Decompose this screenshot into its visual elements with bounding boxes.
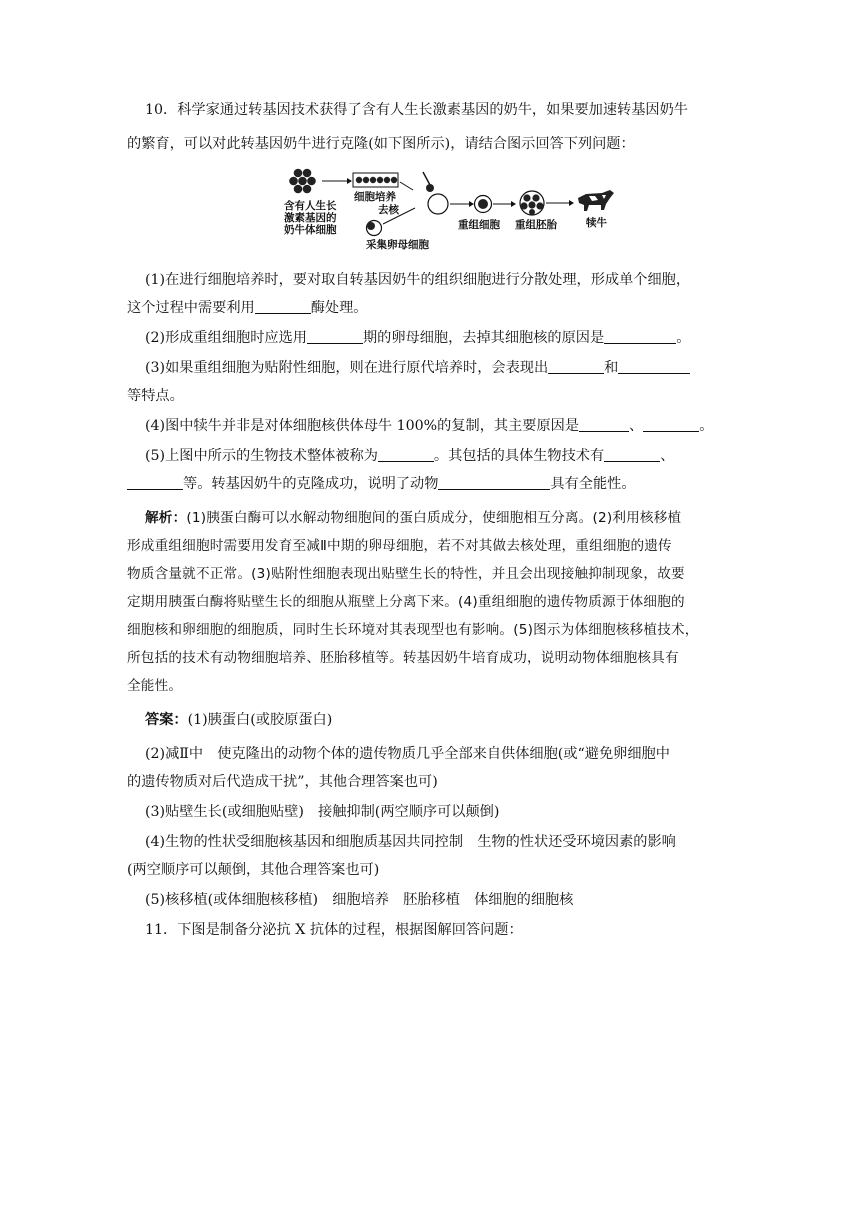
answer-2-line1: (2)减Ⅱ中 使克隆出的动物个体的遗传物质几乎全部来自供体细胞(或“避免卵细胞中 <box>145 746 670 762</box>
q2-text-a: (2)形成重组细胞时应选用 <box>145 330 307 346</box>
q1-text-c: 酶处理。 <box>310 300 368 316</box>
label-cow-cell-3: 奶牛体细胞 <box>284 224 337 236</box>
answer-3: (3)贴壁生长(或细胞贴壁) 接触抑制(两空顺序可以颠倒) <box>145 804 500 820</box>
calf-icon <box>578 190 614 211</box>
analysis-text-1: (1)胰蛋白酶可以水解动物细胞间的蛋白质成分，使细胞相互分离。(2)利用核移植 <box>186 510 682 526</box>
q4-text-b: 、 <box>629 418 644 434</box>
q2-text-c: 。 <box>676 330 691 346</box>
q5-line1 <box>127 442 735 470</box>
q4-blank-2 <box>643 417 699 432</box>
label-recombinant-embryo: 重组胚胎 <box>515 219 557 231</box>
q2-blank-2 <box>604 329 676 344</box>
q3-blank-2 <box>618 359 690 374</box>
q1-text-b: 这个过程中需要利用 <box>127 300 255 316</box>
label-culture: 细胞培养 <box>354 191 396 203</box>
q5-blank-4 <box>438 475 550 490</box>
q4-text-c: 。 <box>699 418 714 434</box>
q4-text-a: (4)图中犊牛并非是对体细胞核供体母牛 100%的复制，其主要原因是 <box>145 418 580 434</box>
q2-line <box>127 324 735 352</box>
q4-blank-1 <box>579 417 629 432</box>
q3-text-b: 和 <box>604 360 619 376</box>
nucleus-injection-icon <box>423 172 434 192</box>
q1-answer-blank <box>255 299 311 314</box>
label-cow-cell-1: 含有人生长 <box>284 200 337 212</box>
q11-intro: 11．下图是制备分泌抗 X 抗体的过程，根据图解回答问题： <box>145 922 523 938</box>
analysis-line7: 全能性。 <box>127 678 183 694</box>
q5-blank-2 <box>604 447 660 462</box>
q5-text-c: 、 <box>660 448 675 464</box>
label-recombinant-cell: 重组细胞 <box>458 219 500 231</box>
analysis-line1 <box>127 504 735 532</box>
analysis-label: 解析： <box>145 510 187 526</box>
cell-culture-icon <box>353 173 398 187</box>
q5-text-e: 具有全能性。 <box>550 476 636 492</box>
analysis-line2: 形成重组细胞时需要用发育至减Ⅱ中期的卵母细胞，若不对其做去核处理，重组细胞的遗传 <box>127 538 672 554</box>
analysis-line4: 定期用胰蛋白酶将贴壁生长的细胞从瓶壁上分离下来。(4)重组细胞的遗传物质源于体细胞的 <box>127 594 685 610</box>
q10-intro-line2: 的繁育，可以对此转基因奶牛进行克隆(如下图所示)，请结合图示回答下列问题： <box>127 136 635 152</box>
cloning-diagram <box>280 160 620 256</box>
donor-cells-icon <box>289 169 316 194</box>
label-collect-egg: 采集卵母细胞 <box>366 239 429 251</box>
answer-4-line2: (两空顺序可以颠倒，其他合理答案也可) <box>127 862 380 878</box>
q2-blank-1 <box>307 329 363 344</box>
q10-intro-line1: 10．科学家通过转基因技术获得了含有人生长激素基因的奶牛，如果要加速转基因奶牛 <box>145 102 688 118</box>
label-cow-cell-2: 激素基因的 <box>284 212 337 224</box>
enucleated-egg-icon <box>428 194 448 214</box>
q5-text-a: (5)上图中所示的生物技术整体被称为 <box>145 448 378 464</box>
q3-blank-1 <box>548 359 604 374</box>
q5-blank-1 <box>378 447 434 462</box>
q3-text-a: (3)如果重组细胞为贴附性细胞，则在进行原代培养时，会表现出 <box>145 360 549 376</box>
analysis-line6: 所包括的技术有动物细胞培养、胚胎移植等。转基因奶牛培育成功，说明动物体细胞核具有 <box>127 650 679 666</box>
q5-text-b: 。其包括的具体生物技术有 <box>433 448 605 464</box>
label-calf: 犊牛 <box>586 217 607 229</box>
q5-line2 <box>127 470 735 498</box>
answer-1: (1)胰蛋白(或胶原蛋白) <box>187 712 333 728</box>
analysis-line3: 物质含量就不正常。(3)贴附性细胞表现出贴壁生长的特性，并且会出现接触抑制现象，故要 <box>127 566 685 582</box>
analysis-line5: 细胞核和卵细胞的细胞质，同时生长环境对其表现型也有影响。(5)图示为体细胞核移植技术， <box>127 622 699 638</box>
label-enucleate: 去核 <box>378 204 399 216</box>
q2-text-b: 期的卵母细胞，去掉其细胞核的原因是 <box>362 330 605 346</box>
answer-5: (5)核移植(或体细胞核移植) 细胞培养 胚胎移植 体细胞的细胞核 <box>145 892 574 908</box>
recombinant-embryo-icon <box>520 191 544 215</box>
answer-label: 答案： <box>145 712 188 728</box>
q1-line1: (1)在进行细胞培养时，要对取自转基因奶牛的组织细胞进行分散处理，形成单个细胞， <box>145 272 691 288</box>
q4-line <box>127 412 735 440</box>
q5-text-d: 等。转基因奶牛的克隆成功，说明了动物 <box>183 476 439 492</box>
answer-line1 <box>127 706 735 734</box>
q1-line2 <box>127 294 735 322</box>
q3-line2: 等特点。 <box>127 388 184 404</box>
q3-line1 <box>127 354 735 382</box>
answer-2-line2: 的遗传物质对后代造成干扰”，其他合理答案也可) <box>127 774 438 790</box>
q5-blank-3 <box>127 475 183 490</box>
answer-4-line1: (4)生物的性状受细胞核基因和细胞质基因共同控制 生物的性状还受环境因素的影响 <box>145 834 676 850</box>
